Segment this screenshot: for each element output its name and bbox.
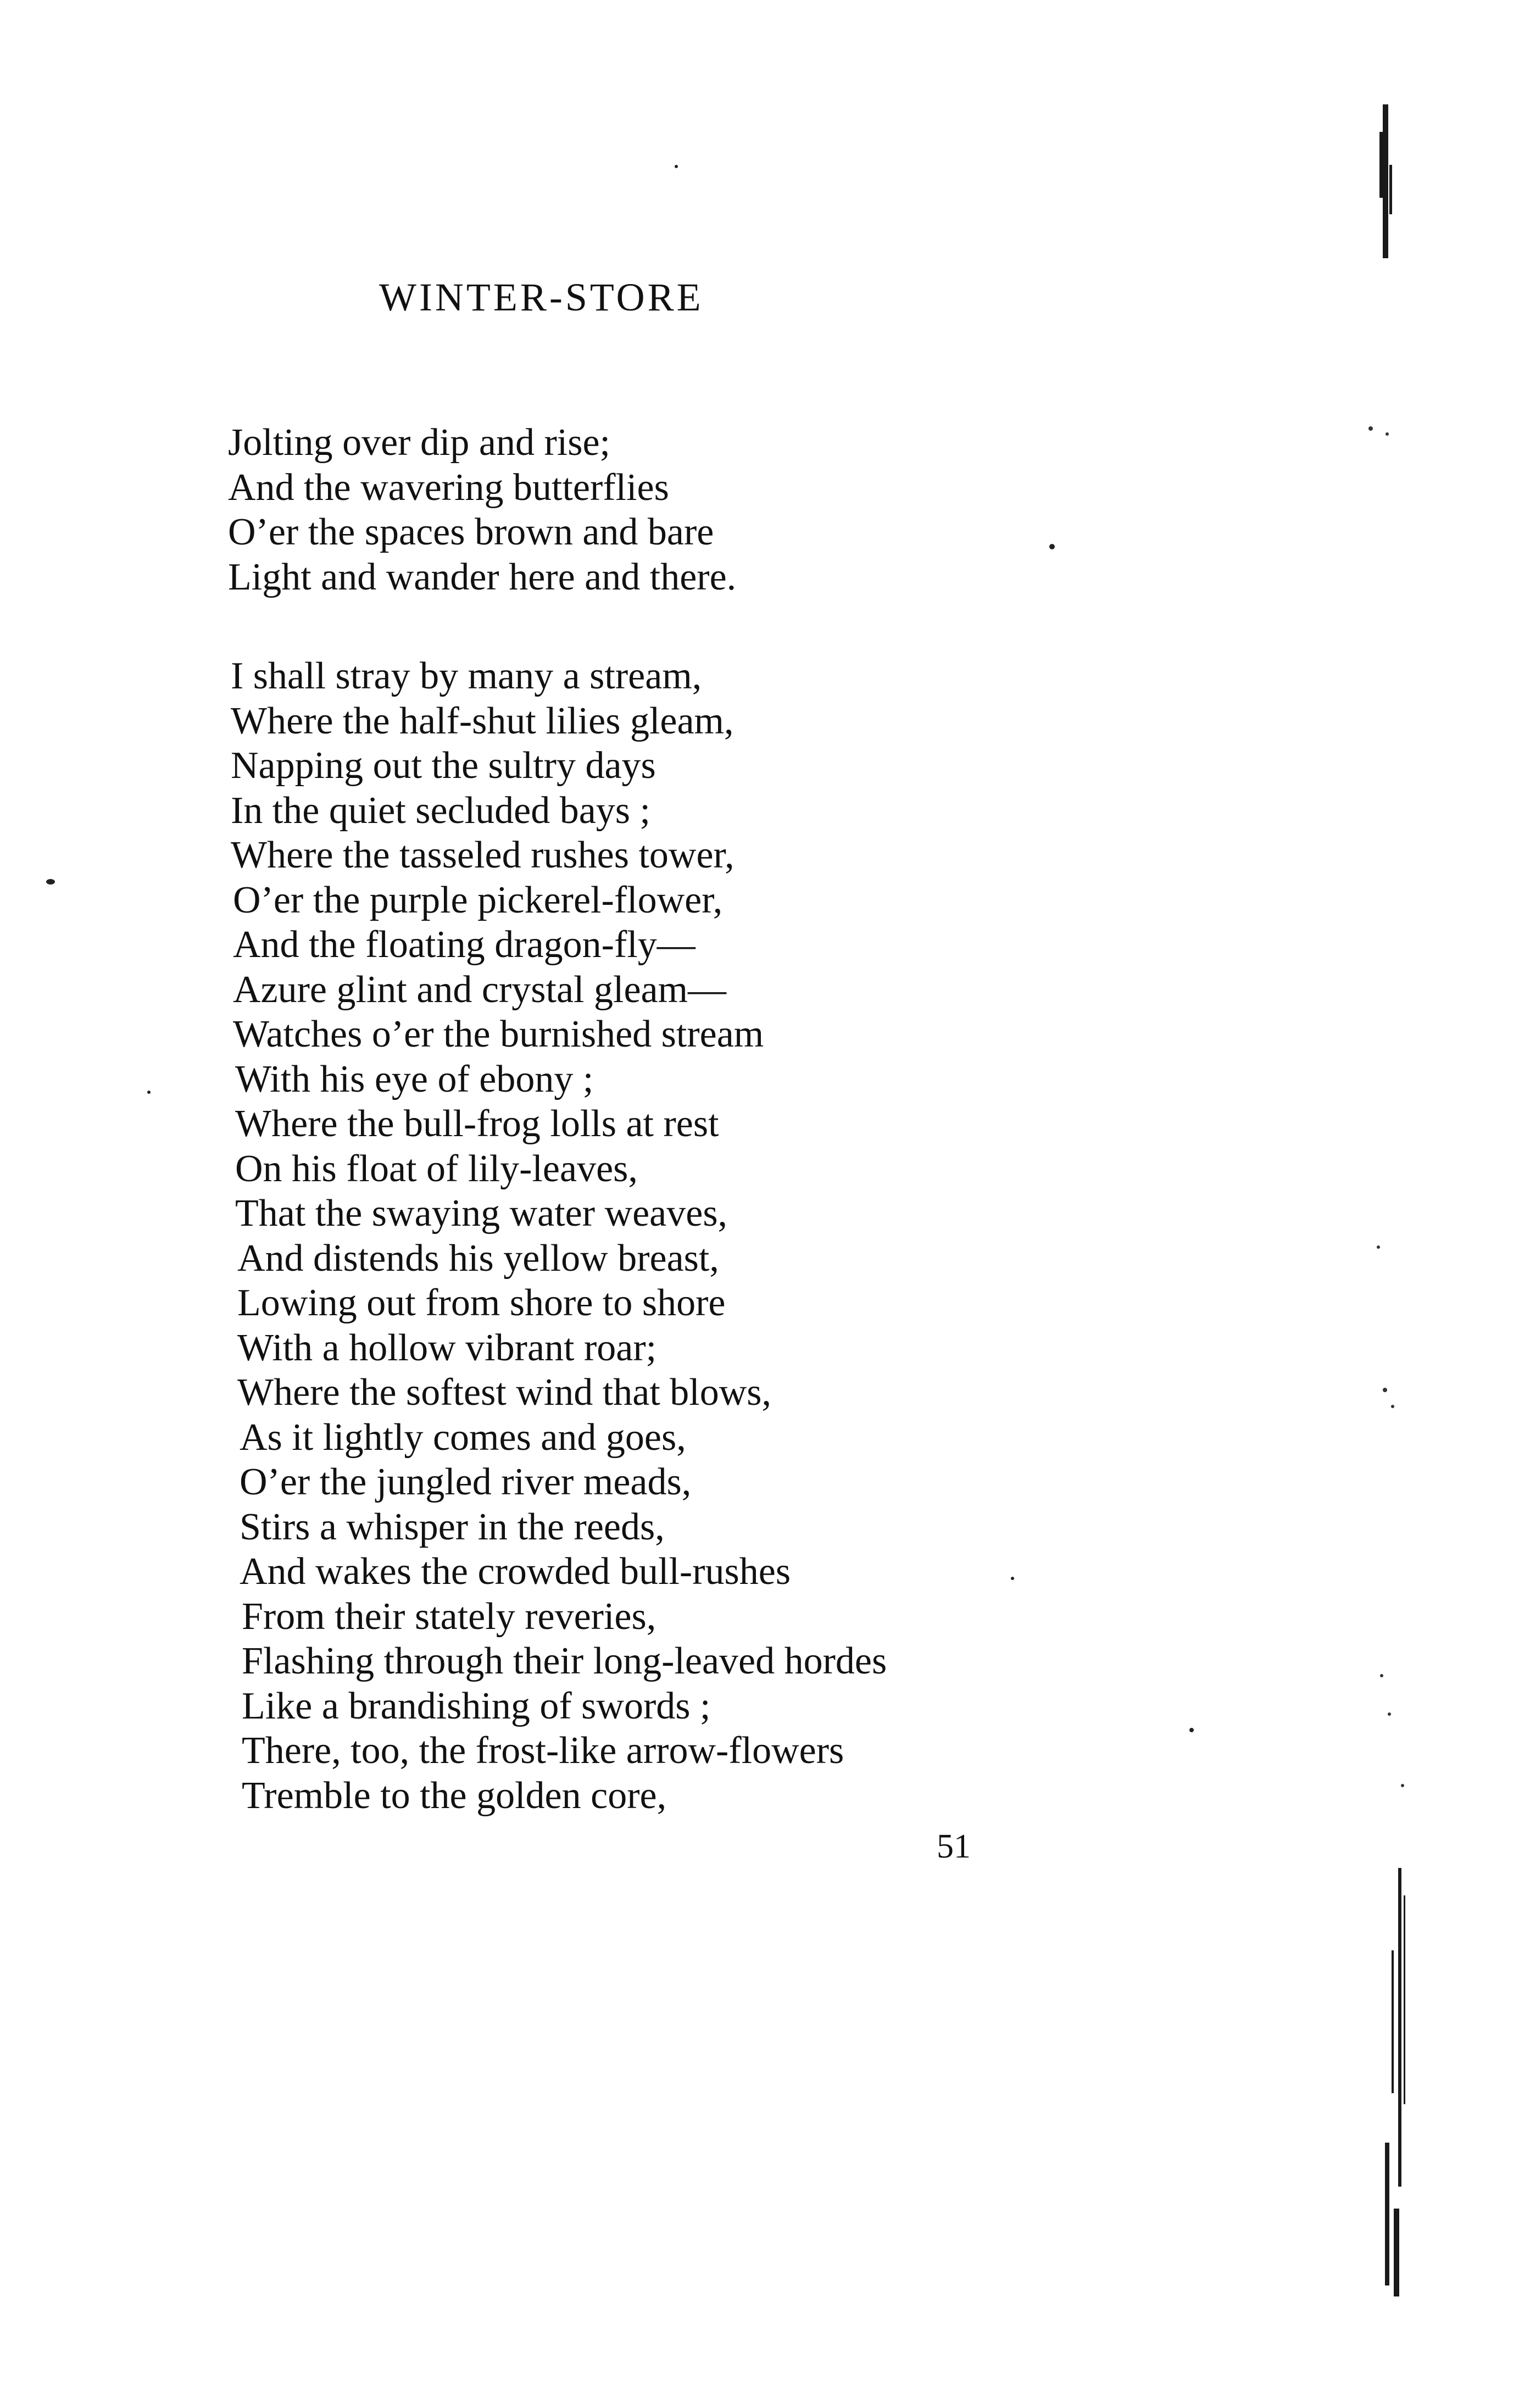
poem-line: O’er the purple pickerel-flower,: [233, 878, 723, 921]
stanza-1: [228, 420, 736, 599]
poem-line: From their stately reveries,: [242, 1595, 656, 1638]
poem-title: WINTER-STORE: [379, 275, 704, 319]
poem-line: That the swaying water weaves,: [235, 1192, 728, 1234]
poem-line: Like a brandishing of swords ;: [242, 1684, 711, 1727]
poem-line: Jolting over dip and rise;: [228, 421, 611, 464]
page-edge-shadow: [1332, 0, 1519, 2408]
poem-line: I shall stray by many a stream,: [231, 655, 702, 697]
scan-speck: [147, 1091, 151, 1094]
poem-line: O’er the spaces brown and bare: [228, 511, 714, 553]
poem-line: Watches o’er the burnished stream: [233, 1013, 764, 1055]
poem-line: Where the bull-frog lolls at rest: [235, 1103, 719, 1145]
scan-speck: [1011, 1577, 1014, 1580]
poem-line: And distends his yellow breast,: [237, 1237, 719, 1280]
scan-speck: [675, 165, 678, 168]
poem-line: Light and wander here and there.: [228, 555, 737, 598]
poem-line: Where the half-shut lilies gleam,: [231, 699, 734, 742]
poem-line: With his eye of ebony ;: [235, 1058, 594, 1100]
poem-line: Azure glint and crystal gleam—: [233, 968, 727, 1011]
scan-speck: [1189, 1728, 1194, 1732]
scan-speck: [46, 879, 55, 885]
poem-line: Flashing through their long-leaved hordes: [242, 1640, 887, 1682]
poem-line: Where the softest wind that blows,: [237, 1371, 772, 1414]
page-number: 51: [937, 1828, 971, 1865]
poem-line: Tremble to the golden core,: [242, 1774, 667, 1817]
poem-line: Where the tasseled rushes tower,: [231, 834, 735, 876]
poem-line: With a hollow vibrant roar;: [237, 1326, 657, 1369]
poem-line: And wakes the crowded bull-rushes: [240, 1550, 791, 1593]
poem-line: And the floating dragon-fly—: [233, 924, 695, 966]
poem-line: Lowing out from shore to shore: [237, 1282, 726, 1324]
poem-line: And the wavering butterflies: [228, 466, 669, 509]
poem-line: Napping out the sultry days: [231, 744, 656, 787]
poem-line: On his float of lily-leaves,: [235, 1147, 638, 1190]
stanza-2: [231, 654, 887, 1818]
poem-line: O’er the jungled river meads,: [240, 1461, 692, 1503]
scan-speck: [1049, 544, 1055, 549]
poem-line: In the quiet secluded bays ;: [231, 789, 650, 832]
poem-line: Stirs a whisper in the reeds,: [240, 1505, 665, 1548]
poem-line: There, too, the frost-like arrow-flowers: [242, 1729, 844, 1772]
poem-line: As it lightly comes and goes,: [240, 1416, 686, 1459]
